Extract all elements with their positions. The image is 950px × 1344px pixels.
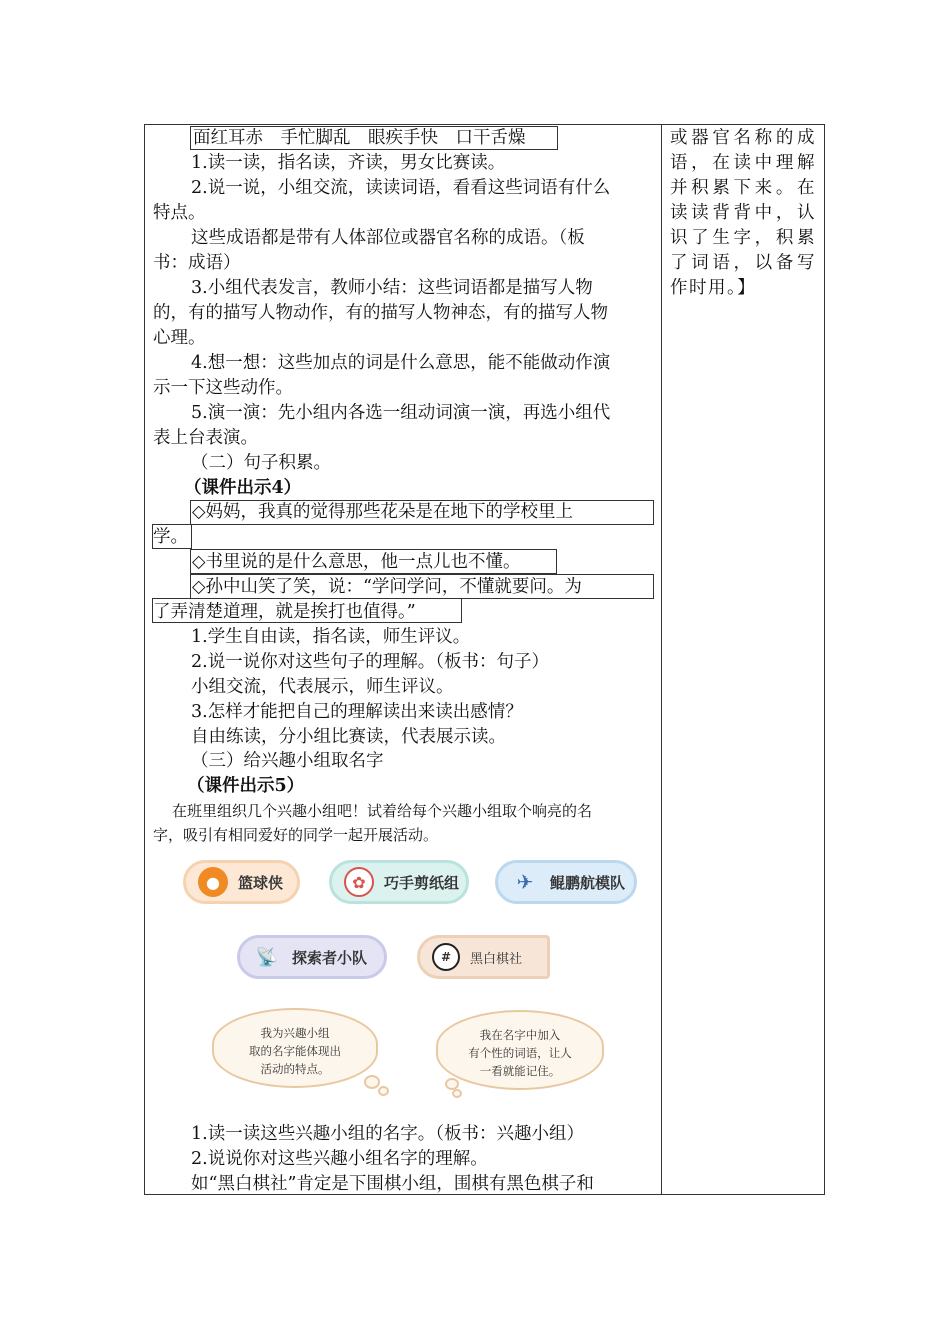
sentence-line: 了弄清楚道理，就是挨打也值得。”	[153, 602, 416, 622]
group-aviation	[495, 860, 637, 904]
text-line: 自由练读，分小组比赛读，代表展示读。	[191, 727, 506, 747]
group-name: 探索者小队	[292, 948, 368, 967]
text-line: 表上台表演。	[153, 428, 258, 448]
bubble-text: 取的名字能体现出	[249, 1044, 341, 1058]
airplane-icon: ✈	[516, 870, 534, 894]
text-line: 1.读一读，指名读，齐读，男女比赛读。	[191, 153, 506, 173]
section-heading: （二）句子积累。	[191, 453, 331, 473]
text-line: 1.学生自由读，指名读，师生评议。	[191, 627, 471, 647]
task-text: 在班里组织几个兴趣小组吧！试着给每个兴趣小组取个响亮的名	[172, 802, 593, 820]
text-line: 特点。	[153, 203, 206, 223]
text-line: 的，有的描写人物动作，有的描写人物神态，有的描写人物	[153, 303, 608, 323]
basketball-icon: ●	[198, 867, 228, 897]
sentence-line: 学。	[153, 527, 188, 547]
column-divider	[661, 124, 662, 1195]
bubble-text: 有个性的词语，让人	[468, 1046, 572, 1060]
idiom-line: 面红耳赤 手忙脚乱 眼疾手快 口干舌燥	[193, 128, 526, 148]
group-explorer	[237, 935, 387, 979]
text-line: 书：成语）	[153, 253, 241, 273]
notes-column: 或器官名称的成语，在读中理解并积累下来。在读读背背中，认识了生字，积累了词语，以备写作时用。】	[670, 128, 816, 298]
group-go	[417, 935, 550, 979]
text-line: 心理。	[153, 328, 206, 348]
thought-bubble-left	[212, 1008, 378, 1088]
satellite-icon: 📡	[255, 946, 279, 968]
text-line: 3.怎样才能把自己的理解读出来读出感情？	[191, 702, 523, 722]
bubble-dot	[364, 1075, 380, 1089]
text-line: 这些成语都是带有人体部位或器官名称的成语。（板	[191, 228, 585, 248]
group-name: 鲲鹏航模队	[550, 873, 626, 892]
text-line: 5.演一演：先小组内各选一组动词演一演，再选小组代	[191, 403, 611, 423]
text-line: 1.读一读这些兴趣小组的名字。（板书：兴趣小组）	[191, 1124, 584, 1144]
text-line: 2.说说你对这些兴趣小组名字的理解。	[191, 1149, 488, 1169]
bubble-text: 活动的特点。	[260, 1062, 330, 1076]
group-basketball	[183, 860, 300, 904]
bubble-dot	[378, 1086, 389, 1096]
sentence-line: ◇孙中山笑了笑，说：“学问学问，不懂就要问。为	[192, 577, 582, 597]
text-line: 小组交流，代表展示，师生评议。	[191, 677, 454, 697]
text-line: 3.小组代表发言，教师小结：这些词语都是描写人物	[191, 278, 593, 298]
papercut-icon: ✿	[344, 867, 374, 897]
section-heading: （三）给兴趣小组取名字	[191, 751, 384, 771]
text-line: 示一下这些动作。	[153, 378, 293, 398]
text-line: 4.想一想：这些加点的词是什么意思，能不能做动作演	[191, 353, 611, 373]
sentence-line: ◇书里说的是什么意思，他一点儿也不懂。	[192, 552, 521, 572]
task-text: 字，吸引有相同爱好的同学一起开展活动。	[153, 826, 439, 844]
group-name: 篮球侠	[238, 873, 284, 892]
group-papercut	[329, 860, 469, 904]
sentence-line: ◇妈妈，我真的觉得那些花朵是在地下的学校里上	[192, 502, 573, 522]
go-board-icon: #	[432, 943, 460, 971]
group-name: 黑白棋社	[470, 951, 523, 967]
bubble-text: 一看就能记住。	[479, 1064, 561, 1078]
courseware-label: （课件出示4）	[184, 478, 302, 498]
courseware-label: （课件出示5）	[187, 776, 305, 796]
bubble-text: 我在名字中加入	[479, 1028, 561, 1042]
thought-bubble-right	[436, 1010, 604, 1090]
text-line: 2.说一说你对这些句子的理解。（板书：句子）	[191, 652, 549, 672]
group-name: 巧手剪纸组	[384, 873, 460, 892]
bubble-text: 我为兴趣小组	[260, 1026, 330, 1040]
text-line: 如“黑白棋社”肯定是下围棋小组，围棋有黑色棋子和	[191, 1174, 594, 1194]
text-line: 2.说一说，小组交流，读读词语，看看这些词语有什么	[191, 178, 611, 198]
bubble-dot	[452, 1089, 462, 1098]
